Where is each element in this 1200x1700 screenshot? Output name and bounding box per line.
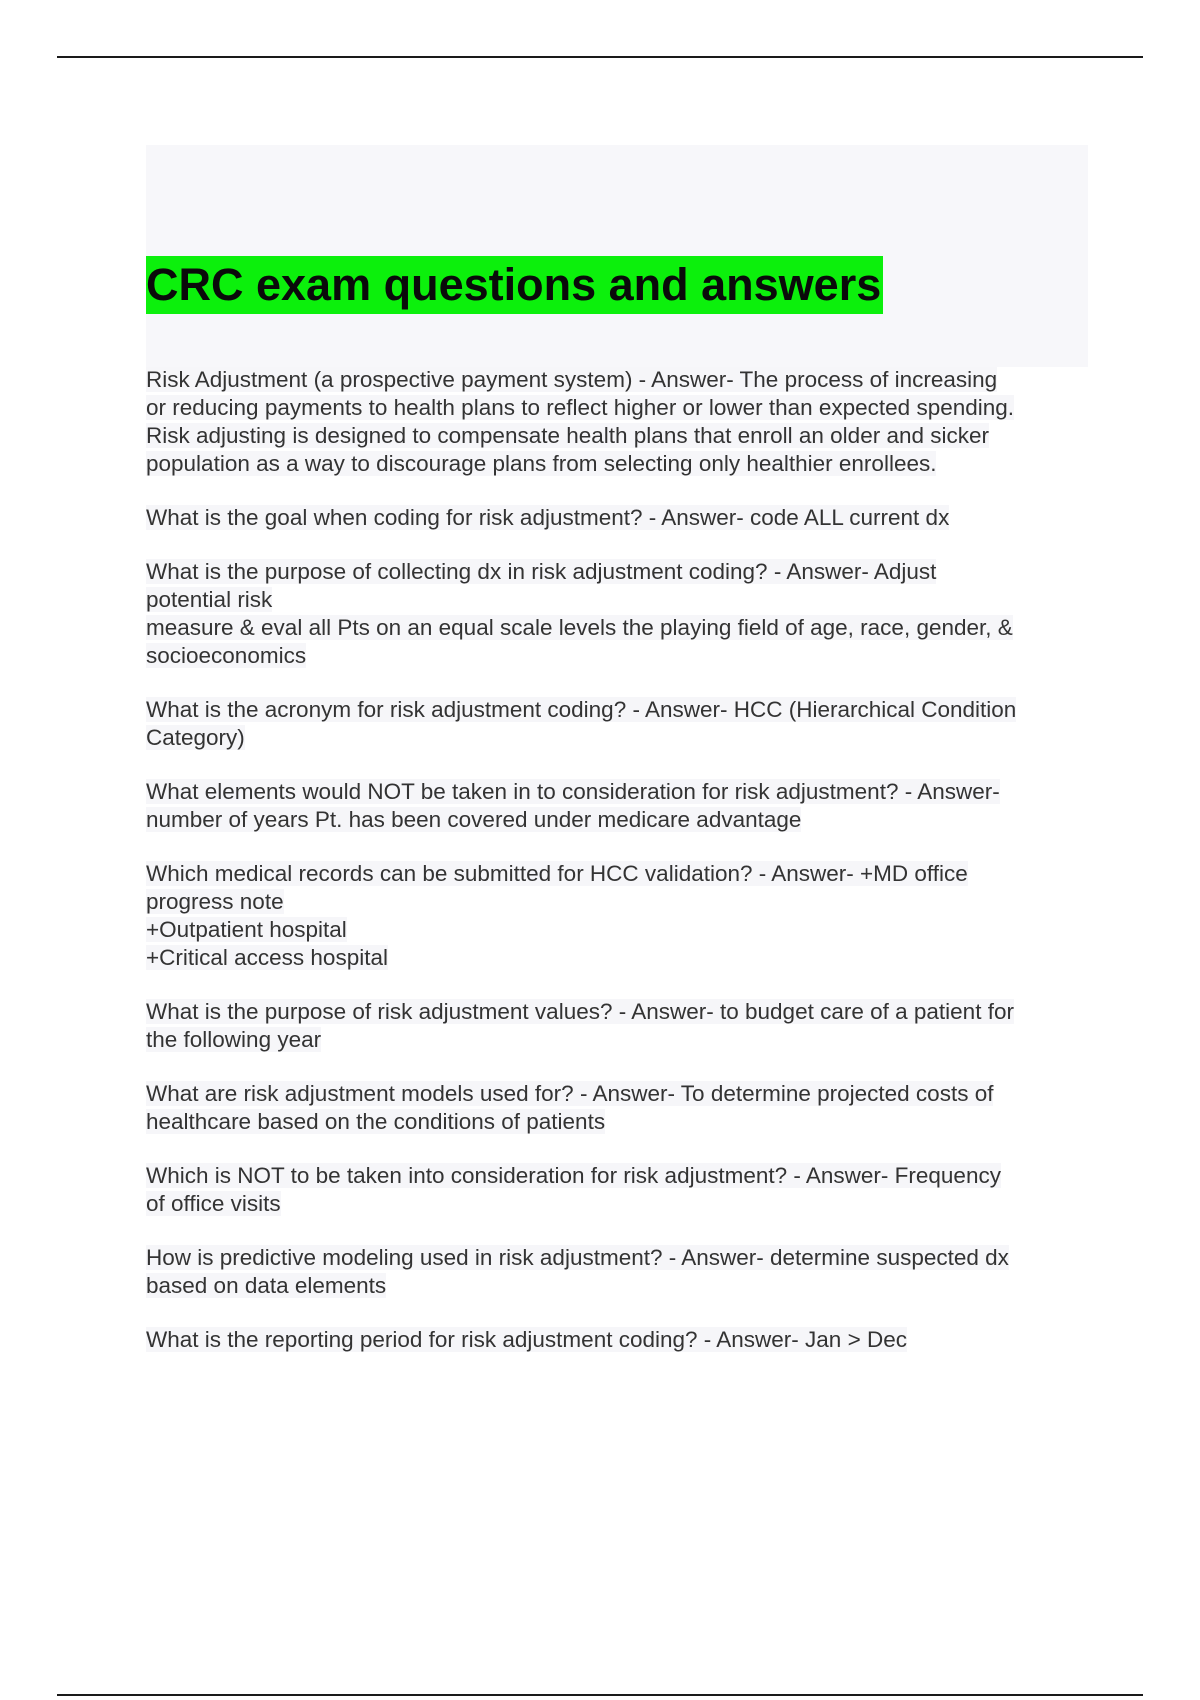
qa-line [146, 724, 1090, 752]
qa-item [146, 1162, 1090, 1218]
qa-line-text: Risk adjusting is designed to compensate health plans that enroll an older and sicker [146, 423, 990, 448]
qa-item [146, 1080, 1090, 1136]
qa-line-text: population as a way to discourage plans from selecting only healthier enrollees. [146, 451, 937, 476]
qa-item [146, 998, 1090, 1054]
qa-item [146, 1244, 1090, 1300]
qa-line [146, 1244, 1090, 1272]
qa-item [146, 504, 1090, 532]
qa-line [146, 888, 1090, 916]
top-rule [57, 56, 1143, 58]
qa-line-text: based on data elements [146, 1273, 387, 1298]
qa-line [146, 1272, 1090, 1300]
qa-line-text: What is the purpose of risk adjustment values? - Answer- to budget care of a patient for [146, 999, 1014, 1024]
qa-line [146, 1026, 1090, 1054]
qa-line [146, 916, 1090, 944]
qa-line [146, 586, 1090, 614]
qa-line-text: or reducing payments to health plans to reflect higher or lower than expected spending. [146, 395, 1015, 420]
qa-line [146, 558, 1090, 586]
qa-line [146, 944, 1090, 972]
qa-line [146, 860, 1090, 888]
qa-line [146, 394, 1090, 422]
qa-line-text: What is the goal when coding for risk adjustment? - Answer- code ALL current dx [146, 505, 950, 530]
qa-line-text: Category) [146, 725, 245, 750]
qa-line [146, 642, 1090, 670]
qa-item [146, 778, 1090, 834]
qa-item [146, 366, 1090, 478]
qa-line [146, 366, 1090, 394]
qa-line-text: measure & eval all Pts on an equal scale levels the playing field of age, race, gender, & [146, 615, 1013, 640]
qa-line [146, 1108, 1090, 1136]
qa-item [146, 860, 1090, 972]
qa-line [146, 778, 1090, 806]
qa-line-text: What is the acronym for risk adjustment coding? - Answer- HCC (Hierarchical Condition [146, 697, 1017, 722]
qa-line [146, 998, 1090, 1026]
qa-line-text: +Critical access hospital [146, 945, 388, 970]
qa-line-text: the following year [146, 1027, 322, 1052]
qa-line-text: Risk Adjustment (a prospective payment system) - Answer- The process of increasing [146, 367, 998, 392]
qa-item [146, 696, 1090, 752]
qa-list [146, 366, 1090, 1380]
qa-line-text: How is predictive modeling used in risk adjustment? - Answer- determine suspected dx [146, 1245, 1009, 1270]
qa-line [146, 1162, 1090, 1190]
qa-line [146, 806, 1090, 834]
document-title: CRC exam questions and answers [146, 256, 883, 314]
qa-line-text: Which medical records can be submitted for HCC validation? - Answer- +MD office [146, 861, 968, 886]
qa-line [146, 1080, 1090, 1108]
qa-item [146, 1326, 1090, 1354]
qa-line-text: progress note [146, 889, 284, 914]
qa-line [146, 696, 1090, 724]
qa-line-text: What is the reporting period for risk adjustment coding? - Answer- Jan > Dec [146, 1327, 907, 1352]
qa-line [146, 422, 1090, 450]
qa-line-text: socioeconomics [146, 643, 307, 668]
qa-line-text: What elements would NOT be taken in to consideration for risk adjustment? - Answer- [146, 779, 1000, 804]
qa-line-text: number of years Pt. has been covered under medicare advantage [146, 807, 802, 832]
qa-line-text: What is the purpose of collecting dx in risk adjustment coding? - Answer- Adjust [146, 559, 937, 584]
qa-line [146, 1190, 1090, 1218]
qa-line-text: healthcare based on the conditions of patients [146, 1109, 606, 1134]
qa-line-text: Which is NOT to be taken into consideration for risk adjustment? - Answer- Frequency [146, 1163, 1001, 1188]
qa-line [146, 614, 1090, 642]
qa-line-text: potential risk [146, 587, 273, 612]
qa-item [146, 558, 1090, 670]
qa-line [146, 1326, 1090, 1354]
qa-line [146, 504, 1090, 532]
qa-line [146, 450, 1090, 478]
qa-line-text: +Outpatient hospital [146, 917, 347, 942]
qa-line-text: of office visits [146, 1191, 281, 1216]
bottom-rule [57, 1694, 1143, 1696]
qa-line-text: What are risk adjustment models used for? - Answer- To determine projected costs of [146, 1081, 994, 1106]
